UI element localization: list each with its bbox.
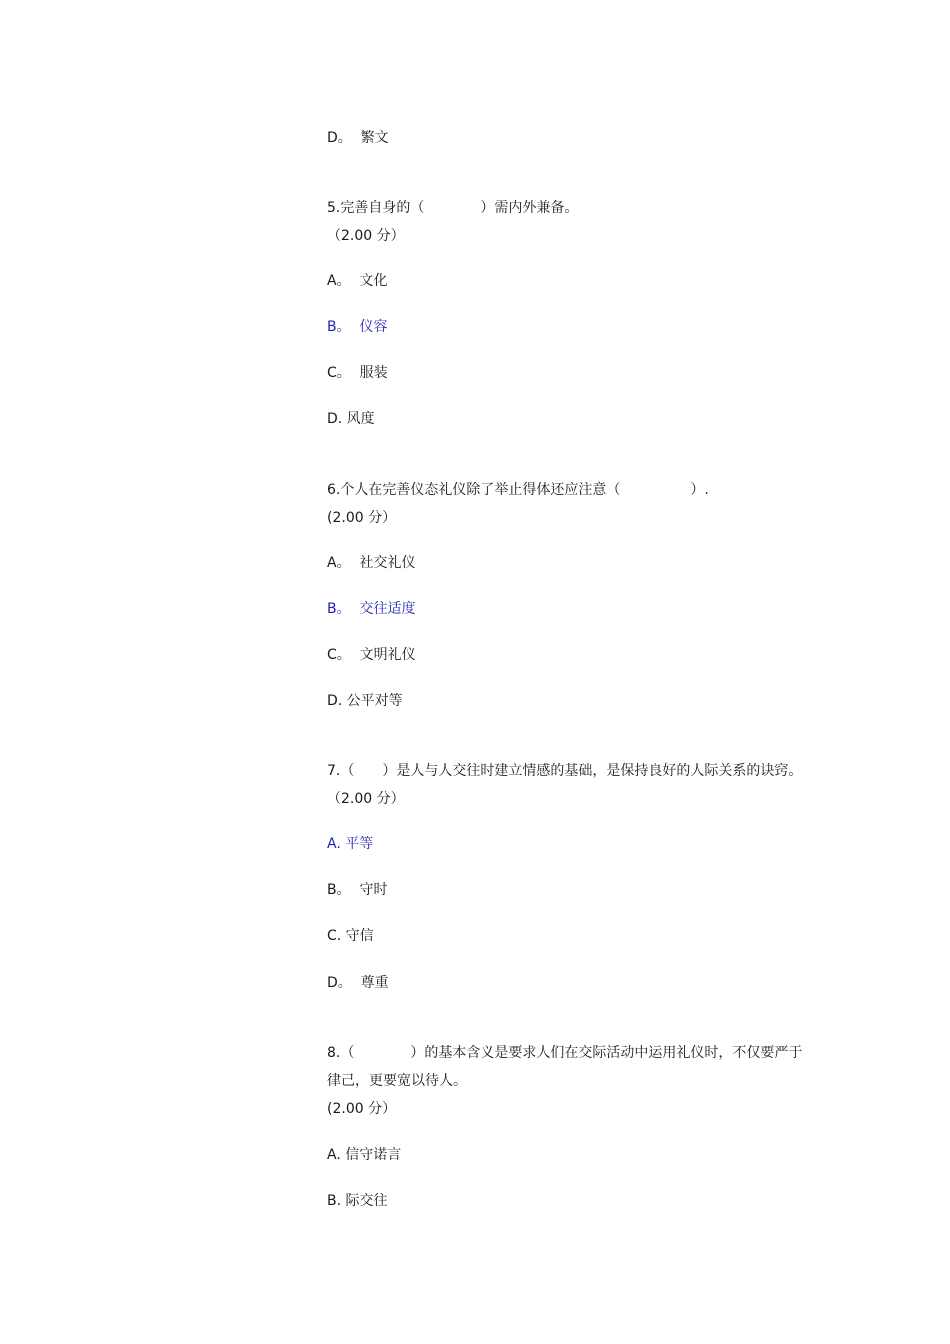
- question-6-score: (2.00 分）: [327, 510, 397, 526]
- option-7d: D。 尊重: [327, 975, 389, 991]
- option-7a: A. 平等: [327, 836, 374, 852]
- option-7b: B。 守时: [327, 882, 388, 898]
- question-8-text-cont: 律己，更要宽以待人。: [327, 1073, 467, 1089]
- question-7-score: （2.00 分）: [327, 791, 405, 807]
- option-5b: B。 仪容: [327, 319, 388, 335]
- option-6b: B。 交往适度: [327, 601, 416, 617]
- option-6a: A。 社交礼仪: [327, 555, 416, 571]
- option-5a: A。 文化: [327, 273, 388, 289]
- option-5d: D. 风度: [327, 411, 375, 427]
- question-5-score: （2.00 分）: [327, 228, 405, 244]
- option-7c: C. 守信: [327, 928, 374, 944]
- option-8a: A. 信守诺言: [327, 1147, 402, 1163]
- question-6-text: 6.个人在完善仪态礼仪除了举止得体还应注意（ ）.: [327, 482, 709, 498]
- question-8-text: 8.（ ）的基本含义是要求人们在交际活动中运用礼仪时，不仅要严于: [327, 1045, 803, 1061]
- option-8b: B. 际交往: [327, 1193, 388, 1209]
- question-8-score: (2.00 分）: [327, 1101, 397, 1117]
- question-5-text: 5.完善自身的（ ）需内外兼备。: [327, 200, 579, 216]
- option-5c: C。 服装: [327, 365, 388, 381]
- option-6c: C。 文明礼仪: [327, 647, 416, 663]
- option-6d: D. 公平对等: [327, 693, 403, 709]
- option-4d: D。 繁文: [327, 130, 389, 146]
- question-7-text: 7.（ ）是人与人交往时建立情感的基础，是保持良好的人际关系的诀窍。: [327, 763, 803, 779]
